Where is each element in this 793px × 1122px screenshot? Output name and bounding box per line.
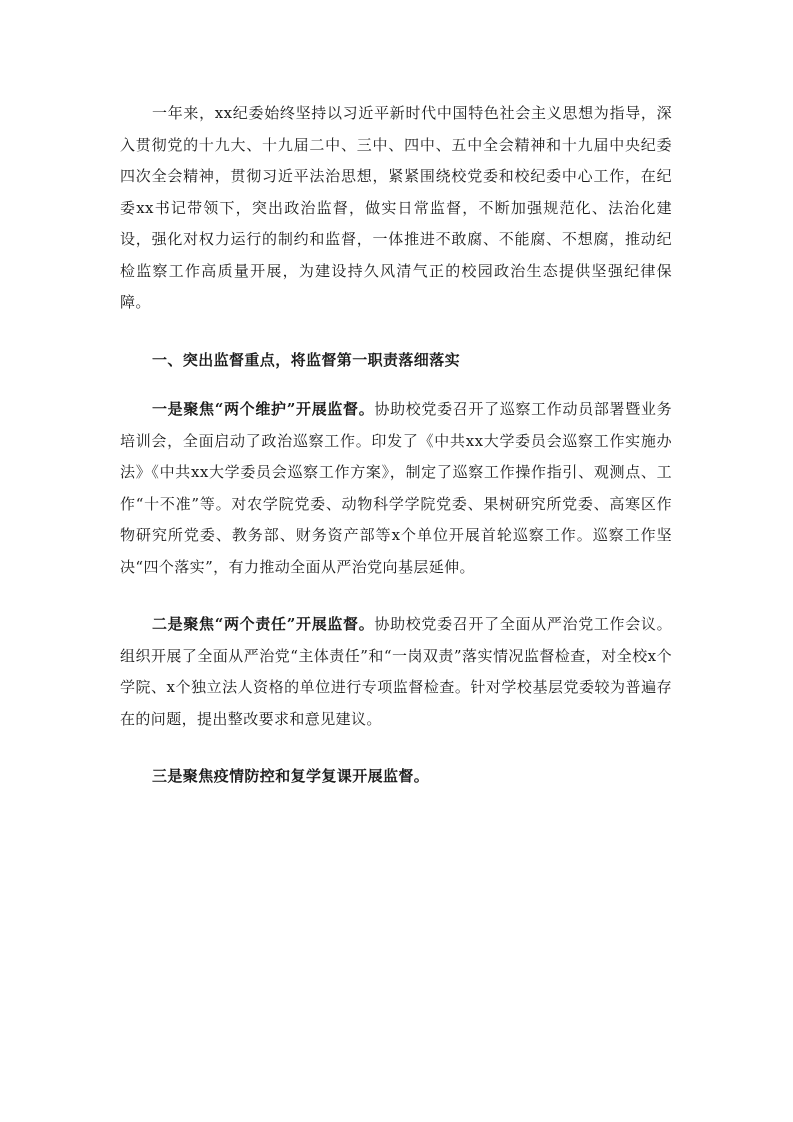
item-two-paragraph (120, 609, 672, 735)
item-two-body: 协助校党委召开了全面从严治党工作会议。组织开展了全面从严治党“主体责任”和“一岗双责”落实情况监督检查，对全校x个学院、x个独立法人资格的单位进行专项监督检查。针对学校基层党委较为普遍存在的问题，提出整改要求和意见建议。 (120, 615, 672, 728)
intro-paragraph: 一年来，xx纪委始终坚持以习近平新时代中国特色社会主义思想为指导，深入贯彻党的十九大、十九届二中、三中、四中、五中全会精神和十九届中央纪委四次全会精神，贯彻习近平法治思想，紧紧围绕校党委和校纪委中心工作，在纪委xx书记带领下，突出政治监督，做实日常监督，不断加强规范化、法治化建设，强化对权力运行的制约和监督，一体推进不敢腐、不能腐、不想腐，推动纪检监察工作高质量开展，为建设持久风清气正的校园政治生态提供坚强纪律保障。 (120, 104, 672, 311)
item-one-paragraph (120, 394, 672, 583)
document-page (120, 98, 672, 793)
item-three-paragraph (120, 761, 672, 793)
section-heading: 一、突出监督重点，将监督第一职责落细落实 (152, 350, 461, 369)
item-one-body: 协助校党委召开了巡察工作动员部署暨业务培训会，全面启动了政治巡察工作。印发了《中共xx大学委员会巡察工作实施办法》《中共xx大学委员会巡察工作方案》，制定了巡察工作操作指引、观测点、工作“十不准”等。对农学院党委、动物科学学院党委、果树研究所党委、高寒区作物研究所党委、教务部、财务资产部等x个单位开展首轮巡察工作。巡察工作坚决“四个落实”，有力推动全面从严治党向基层延伸。 (120, 400, 672, 576)
item-three-lead: 三是聚焦疫情防控和复学复课开展监督。 (152, 767, 430, 785)
item-one-lead: 一是聚焦“两个维护”开展监督。 (152, 400, 375, 418)
item-two-lead: 二是聚焦“两个责任”开展监督。 (152, 615, 375, 633)
